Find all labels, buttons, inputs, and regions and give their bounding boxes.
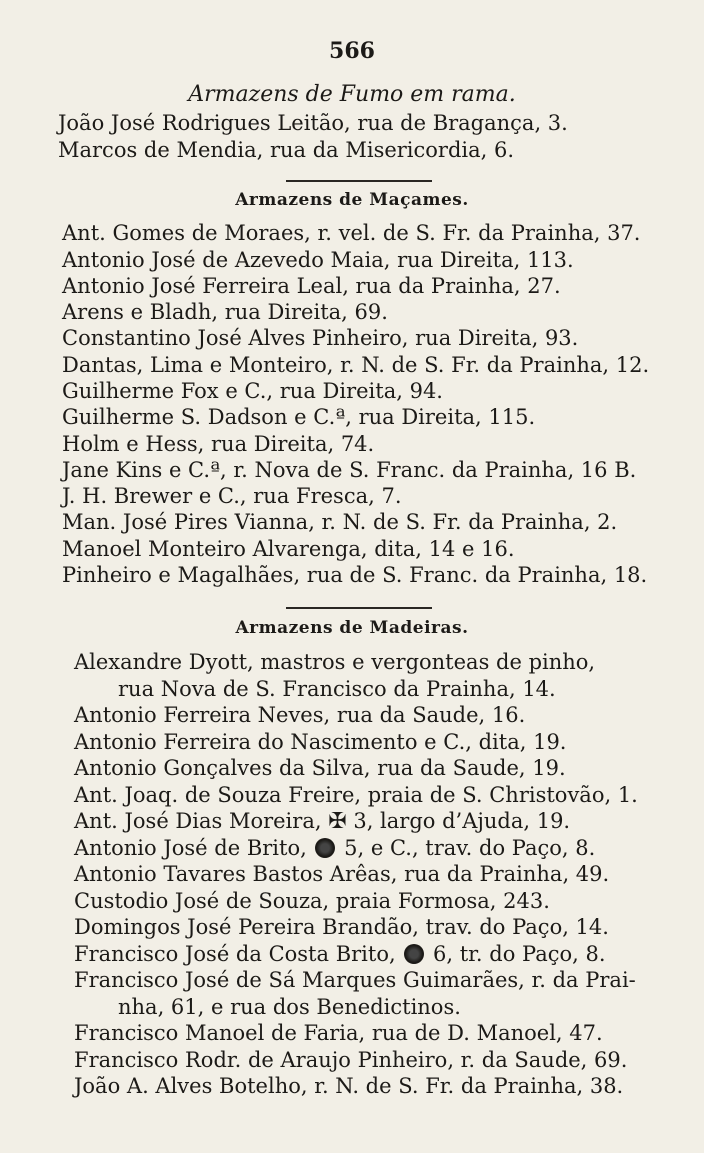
list-item [74,808,570,835]
list-item: Antonio Tavares Bastos Arêas, rua da Prainha, 49. [74,862,610,886]
list-item: Jane Kins e C.ª, r. Nova de S. Franc. da Prainha, 16 B. [62,458,637,482]
list-item: João José Rodrigues Leitão, rua de Bragança, 3. [58,111,568,135]
section-title-fumo: Armazens de Fumo em rama. [188,82,516,107]
list-item: Francisco Manoel de Faria, rua de D. Manoel, 47. [74,1021,603,1045]
list-item: Arens e Bladh, rua Direita, 69. [62,300,388,324]
list-item: Ant. Joaq. de Souza Freire, praia de S. Christovão, 1. [74,783,638,807]
page-number: 566 [329,38,375,64]
list-item: Francisco Rodr. de Araujo Pinheiro, r. da Saude, 69. [74,1048,628,1072]
list-item: Ant. Gomes de Moraes, r. vel. de S. Fr. da Prainha, 37. [62,221,641,245]
divider [286,607,432,609]
list-item: Man. José Pires Vianna, r. N. de S. Fr. da Prainha, 2. [62,510,618,534]
entry-address: 5, e C., trav. do Paço, 8. [344,836,596,860]
list-item: Domingos José Pereira Brandão, trav. do Paço, 14. [74,915,609,939]
list-item: Manoel Monteiro Alvarenga, dita, 14 e 16. [62,537,515,561]
list-item: Guilherme Fox e C., rua Direita, 94. [62,379,443,403]
list-item: Antonio Gonçalves da Silva, rua da Saude, 19. [74,756,566,780]
list-item: Antonio José de Azevedo Maia, rua Direita, 113. [62,248,574,272]
list-item: João A. Alves Botelho, r. N. de S. Fr. da Prainha, 38. [74,1074,624,1098]
list-item: Custodio José de Souza, praia Formosa, 243. [74,889,550,913]
list-item: Antonio José Ferreira Leal, rua da Prainha, 27. [62,274,561,298]
medal-icon [404,944,424,964]
cross-icon: ✠ [328,809,347,834]
list-item-continuation: nha, 61, e rua dos Benedictinos. [118,995,461,1019]
entry-name: Francisco José da Costa Brito, [74,942,396,966]
list-item: Dantas, Lima e Monteiro, r. N. de S. Fr. da Prainha, 12. [62,353,650,377]
list-item: Constantino José Alves Pinheiro, rua Direita, 93. [62,326,579,350]
medal-icon [315,838,335,858]
list-item-continuation: rua Nova de S. Francisco da Prainha, 14. [118,677,556,701]
list-item: J. H. Brewer e C., rua Fresca, 7. [62,484,402,508]
list-item: Antonio Ferreira do Nascimento e C., dita, 19. [74,730,567,754]
list-item: Guilherme S. Dadson e C.ª, rua Direita, 115. [62,405,536,429]
list-item [74,835,595,861]
entry-address: 3, largo d’Ajuda, 19. [353,809,571,833]
list-item: Alexandre Dyott, mastros e vergonteas de pinho, [74,650,596,674]
list-item [74,941,606,967]
list-item: Holm e Hess, rua Direita, 74. [62,432,375,456]
section-title-macames: Armazens de Maçames. [235,190,469,210]
list-item: Marcos de Mendia, rua da Misericordia, 6. [58,138,515,162]
divider [286,180,432,182]
list-item: Francisco José de Sá Marques Guimarães, r. da Prai- [74,968,636,992]
section-title-madeiras: Armazens de Madeiras. [235,618,469,638]
entry-address: 6, tr. do Paço, 8. [433,942,606,966]
list-item: Antonio Ferreira Neves, rua da Saude, 16. [74,703,526,727]
entry-name: Antonio José de Brito, [74,836,307,860]
entry-name: Ant. José Dias Moreira, [74,809,322,833]
list-item: Pinheiro e Magalhães, rua de S. Franc. da Prainha, 18. [62,563,648,587]
